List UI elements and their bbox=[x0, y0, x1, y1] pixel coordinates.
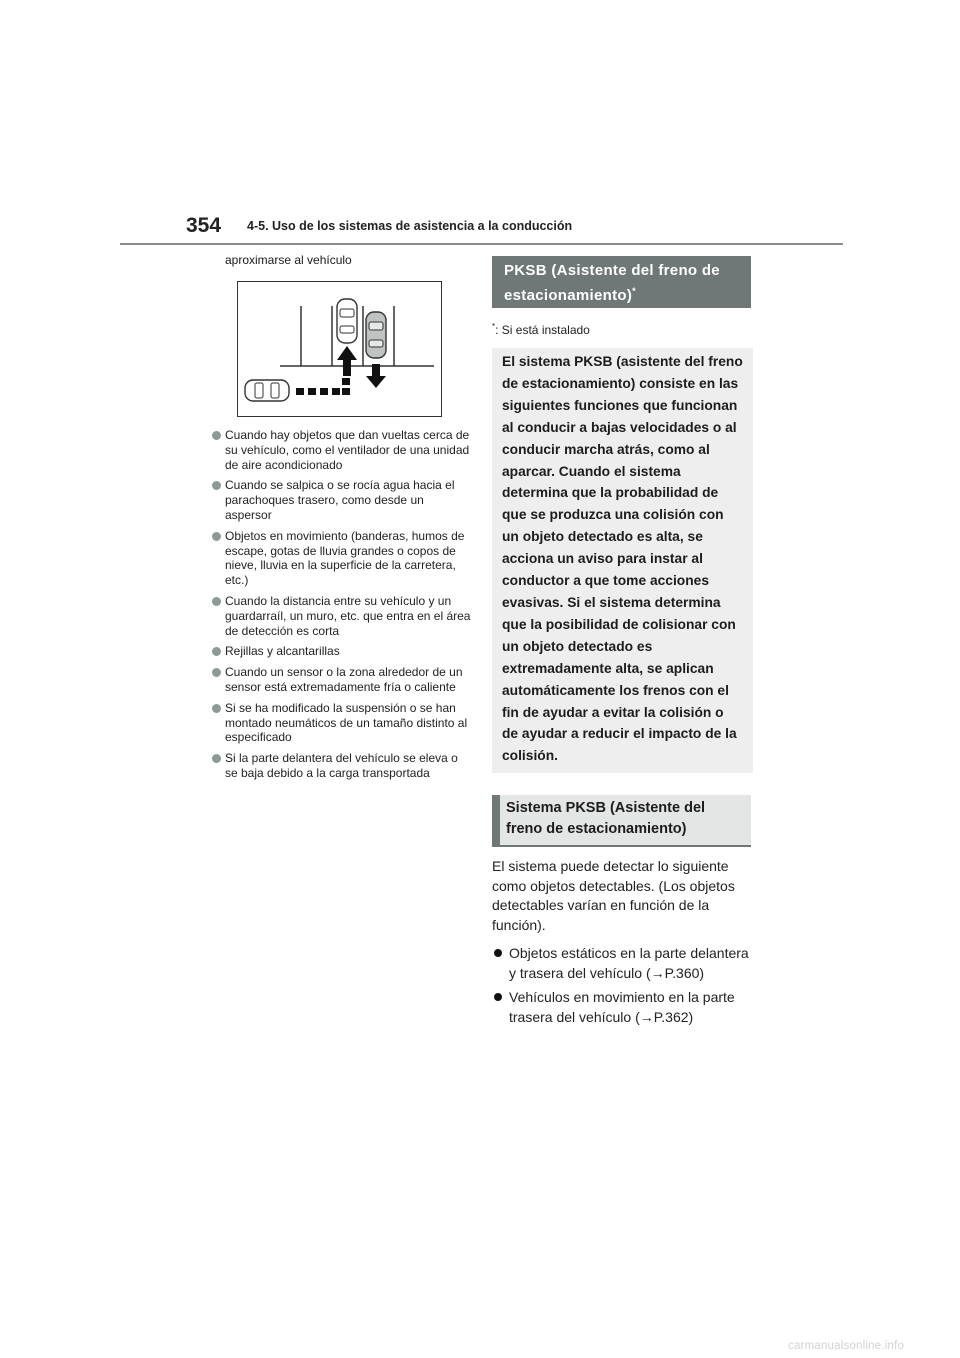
bullet-dot-icon bbox=[212, 754, 221, 763]
bullet-dot-icon bbox=[212, 704, 221, 713]
list-item: Cuando un sensor o la zona alrededor de un sensor está extremadamente fría o caliente bbox=[212, 665, 472, 695]
parked-car-white bbox=[337, 299, 357, 343]
list-item: Cuando la distancia entre su vehículo y un guardarraíl, un muro, etc. que entra en el área de detección es corta bbox=[212, 594, 472, 638]
bullet-dot-icon bbox=[212, 431, 221, 440]
pksb-system-header: Sistema PKSB (Asistente del freno de estacionamiento) bbox=[492, 795, 751, 847]
footnote: *: Si está instalado bbox=[492, 322, 590, 337]
moving-car bbox=[245, 380, 289, 401]
dashed-path bbox=[296, 378, 350, 395]
watermark: carmanualsonline.info bbox=[788, 1340, 905, 1352]
section-title: 4-5. Uso de los sistemas de asistencia a la conducción bbox=[247, 219, 573, 233]
page-number: 354 bbox=[186, 214, 222, 237]
right-column bbox=[492, 256, 754, 1031]
footnote-marker: * bbox=[492, 322, 496, 331]
list-item: Si la parte delantera del vehículo se eleva o se baja debido a la carga transportada bbox=[212, 751, 472, 781]
parking-diagram bbox=[238, 282, 441, 416]
up-arrow bbox=[337, 346, 357, 376]
bullet-dot-icon bbox=[212, 481, 221, 490]
condition-list bbox=[212, 428, 472, 781]
parked-car-grey bbox=[366, 312, 386, 358]
list-item: Rejillas y alcantarillas bbox=[212, 644, 472, 659]
footnote-marker: * bbox=[632, 286, 636, 296]
list-item: Objetos estáticos en la parte delantera y trasera del vehículo (→P.360) bbox=[492, 943, 754, 983]
list-item: Cuando hay objetos que dan vueltas cerca de su vehículo, como el ventilador de una unidad de aire acondicionado bbox=[212, 428, 472, 472]
list-item: Cuando se salpica o se rocía agua hacia el parachoques trasero, como desde un aspersor bbox=[212, 478, 472, 522]
bullet-dot-icon bbox=[212, 647, 221, 656]
bullet-dot-icon bbox=[212, 532, 221, 541]
body-paragraph: El sistema puede detectar lo siguiente como objetos detectables. (Los objetos detectables varían en función de la función). bbox=[492, 858, 735, 933]
bullet-dot-icon bbox=[212, 597, 221, 606]
bullet-dot-icon bbox=[494, 993, 502, 1001]
list-item: Objetos en movimiento (banderas, humos de escape, gotas de lluvia grandes o copos de nieve, lluvia en la superficie de la carretera, etc.) bbox=[212, 529, 472, 588]
parking-illustration bbox=[237, 281, 442, 417]
bullet-dot-icon bbox=[494, 949, 502, 957]
down-arrow bbox=[366, 364, 386, 388]
left-column bbox=[212, 252, 472, 787]
header-rule bbox=[120, 243, 843, 245]
bullet-dot-icon bbox=[212, 668, 221, 677]
list-item: Vehículos en movimiento en la parte trasera del vehículo (→P.362) bbox=[492, 987, 754, 1027]
detectable-objects-list bbox=[492, 943, 754, 1027]
intro-text: aproximarse al vehículo bbox=[225, 253, 352, 267]
list-item: Si se ha modificado la suspensión o se han montado neumáticos de un tamaño distinto al especificado bbox=[212, 701, 472, 745]
pksb-section-header: PKSB (Asistente del freno de estacionamiento)* bbox=[492, 256, 751, 308]
summary-box: El sistema PKSB (asistente del freno de estacionamiento) consiste en las siguientes funciones que funcionan al conducir a bajas velocidades o al conducir marcha atrás, como al aparcar. Cuando el sistema determina que la probabilidad de que se produzca una colisión con un objeto detectado es alta, se acciona un aviso para instar al conductor a que tome acciones evasivas. Si el sistema determina que la posibilidad de colisionar con un objeto detectado es extremadamente alta, se aplican automáticamente los frenos con el fin de ayudar a evitar la colisión o de ayudar a reducir el impacto de la colisión. bbox=[492, 348, 753, 773]
